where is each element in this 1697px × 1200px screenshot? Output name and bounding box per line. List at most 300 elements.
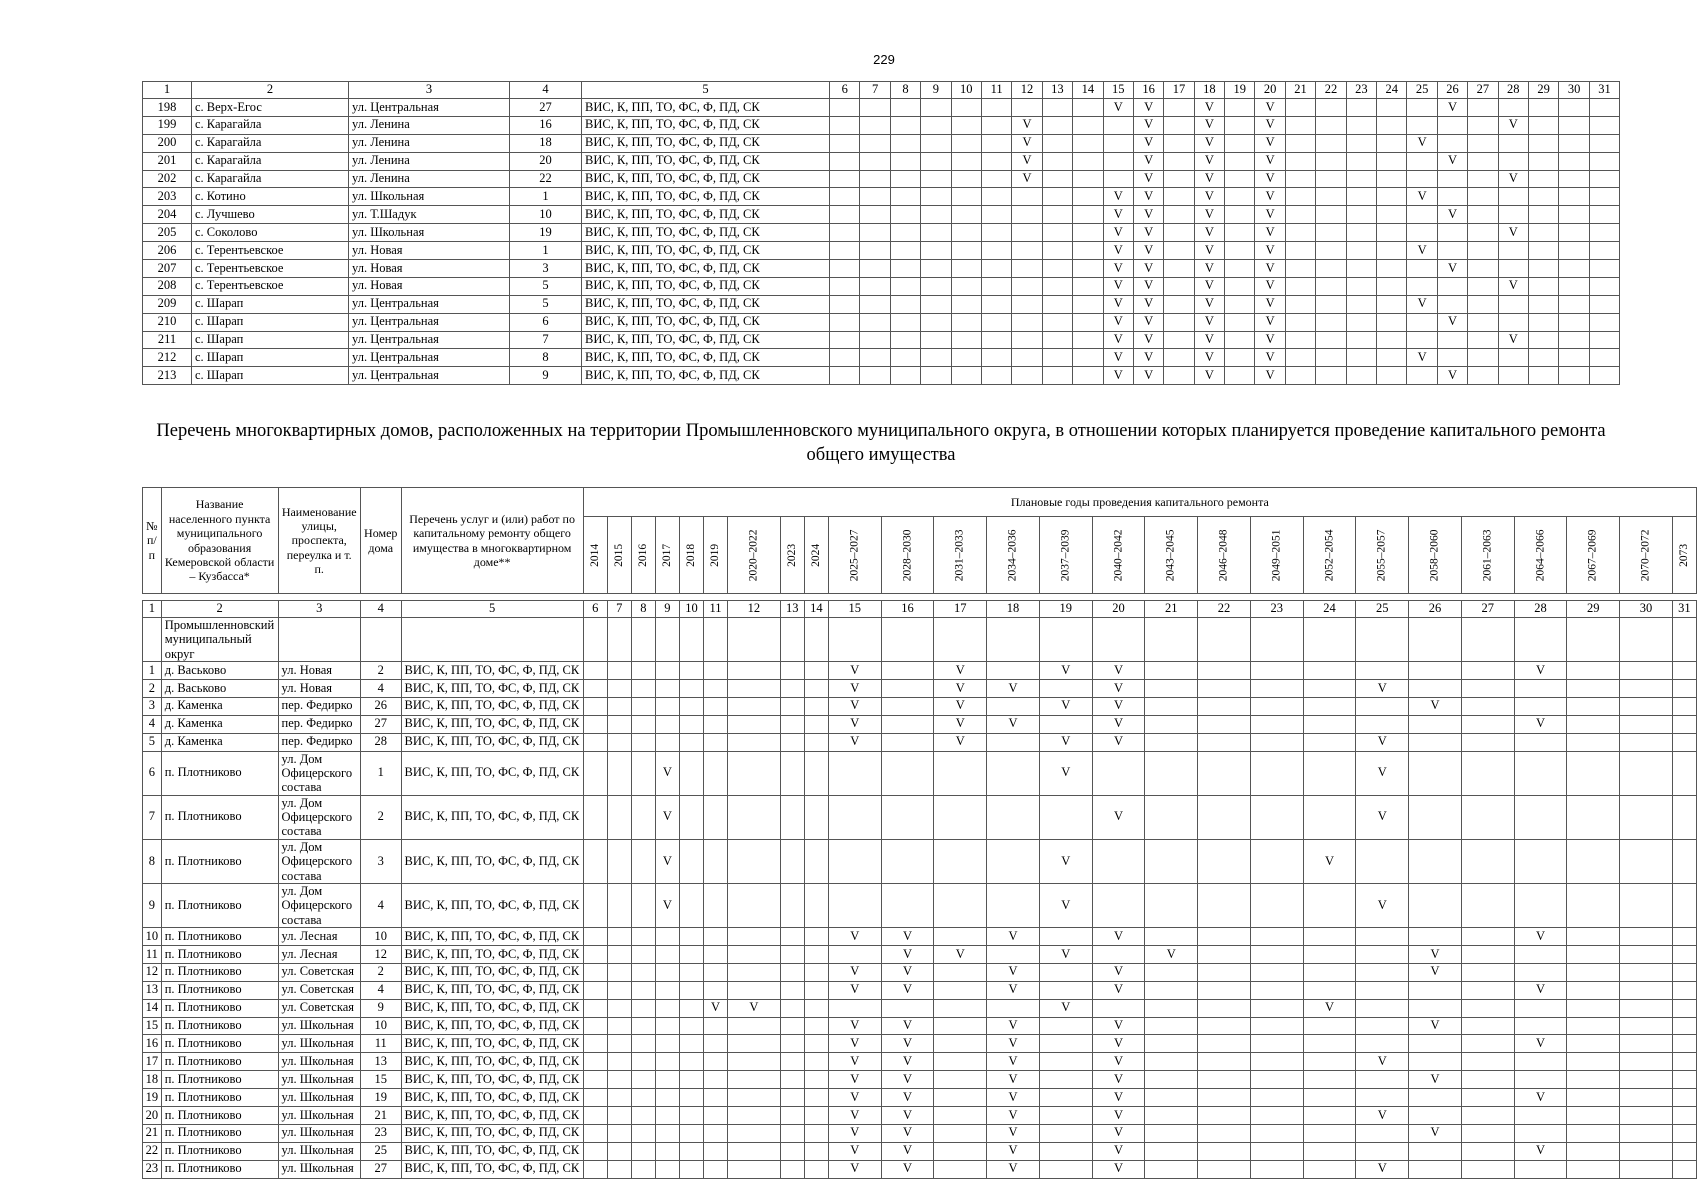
year-cell — [804, 1089, 828, 1107]
year-cell — [1514, 751, 1567, 795]
year-cell — [631, 839, 655, 883]
row-number: 1 — [143, 662, 162, 680]
column-number: 3 — [278, 601, 360, 618]
year-cell: V — [1409, 1124, 1462, 1142]
year-cell — [1528, 295, 1558, 313]
year-cell: V — [1092, 662, 1145, 680]
column-number: 14 — [1073, 82, 1103, 99]
year-cell — [881, 733, 934, 751]
year-cell — [631, 1035, 655, 1053]
year-cell — [1498, 313, 1528, 331]
year-cell — [1225, 349, 1255, 367]
empty-cell — [1039, 618, 1092, 662]
house-number: 7 — [510, 331, 582, 349]
year-cell: V — [1255, 242, 1285, 260]
street-name: ул. Центральная — [349, 99, 510, 117]
year-cell — [860, 170, 890, 188]
header-year — [1145, 517, 1198, 594]
year-cell — [1073, 206, 1103, 224]
year-cell — [1303, 1071, 1356, 1089]
year-cell — [1198, 963, 1251, 981]
street-name: ул. Ленина — [349, 134, 510, 152]
year-cell — [583, 1124, 607, 1142]
year-cell: V — [828, 1160, 881, 1178]
year-cell — [1303, 733, 1356, 751]
header-num: № п/п — [143, 488, 162, 594]
year-cell — [1164, 152, 1194, 170]
year-cell — [1567, 883, 1620, 927]
year-cell: V — [828, 733, 881, 751]
year-cell — [1409, 715, 1462, 733]
page-number: 229 — [873, 52, 895, 67]
empty-cell — [1250, 618, 1303, 662]
year-cell — [1407, 116, 1437, 134]
year-cell — [987, 733, 1040, 751]
year-cell — [1672, 945, 1696, 963]
year-cell — [679, 795, 703, 839]
column-number: 2 — [161, 601, 278, 618]
house-number: 1 — [510, 242, 582, 260]
year-cell — [728, 751, 781, 795]
header-services: Перечень услуг и (или) работ по капитальному ремонту общего имущества в многоквартирном доме** — [401, 488, 583, 594]
column-number: 24 — [1303, 601, 1356, 618]
year-cell — [1498, 152, 1528, 170]
year-cell: V — [1133, 313, 1163, 331]
year-label: 2016 — [637, 543, 650, 567]
table-row — [143, 1106, 1697, 1124]
year-cell — [1285, 206, 1315, 224]
row-number: 9 — [143, 883, 162, 927]
row-number: 202 — [143, 170, 192, 188]
settlement-name: д. Васьково — [161, 662, 278, 680]
year-cell — [1356, 662, 1409, 680]
year-cell — [1356, 963, 1409, 981]
year-cell — [1316, 206, 1346, 224]
year-cell — [1164, 367, 1194, 385]
year-cell — [1377, 260, 1407, 278]
table-row — [143, 170, 1620, 188]
year-cell — [1498, 188, 1528, 206]
year-label: 2070–2072 — [1639, 529, 1652, 582]
year-cell: V — [1194, 260, 1224, 278]
year-cell — [828, 883, 881, 927]
row-number: 14 — [143, 999, 162, 1017]
year-cell — [1346, 188, 1376, 206]
year-cell: V — [987, 715, 1040, 733]
year-cell — [1620, 1160, 1673, 1178]
year-cell — [780, 981, 804, 999]
year-cell: V — [1303, 999, 1356, 1017]
year-cell — [1620, 662, 1673, 680]
year-cell: V — [1103, 206, 1133, 224]
services-list: ВИС, К, ПП, ТО, ФС, Ф, ПД, СК — [582, 242, 830, 260]
year-cell — [655, 1160, 679, 1178]
year-cell — [703, 945, 727, 963]
year-cell: V — [1356, 1106, 1409, 1124]
year-cell — [951, 277, 981, 295]
year-cell — [1514, 1017, 1567, 1035]
year-cell: V — [1133, 224, 1163, 242]
year-cell — [1567, 928, 1620, 946]
row-number: 18 — [143, 1071, 162, 1089]
empty-cell — [1672, 618, 1696, 662]
services-list: ВИС, К, ПП, ТО, ФС, Ф, ПД, СК — [401, 945, 583, 963]
year-cell: V — [1012, 152, 1042, 170]
year-cell — [881, 839, 934, 883]
year-cell — [1559, 260, 1589, 278]
year-cell — [1225, 99, 1255, 117]
year-cell — [583, 883, 607, 927]
year-cell — [679, 733, 703, 751]
row-number: 4 — [143, 715, 162, 733]
year-cell: V — [881, 1053, 934, 1071]
year-cell — [1528, 331, 1558, 349]
year-label: 2064–2066 — [1534, 529, 1547, 582]
year-cell — [780, 680, 804, 698]
year-cell — [631, 715, 655, 733]
year-cell — [1407, 152, 1437, 170]
year-cell — [1620, 1089, 1673, 1107]
header-year — [1514, 517, 1567, 594]
year-cell — [1346, 313, 1376, 331]
year-cell — [1567, 662, 1620, 680]
column-number: 31 — [1672, 601, 1696, 618]
year-cell — [607, 680, 631, 698]
year-cell — [1377, 367, 1407, 385]
services-list: ВИС, К, ПП, ТО, ФС, Ф, ПД, СК — [401, 1071, 583, 1089]
year-cell — [921, 116, 951, 134]
year-cell — [1409, 981, 1462, 999]
table-row — [143, 981, 1697, 999]
year-cell: V — [1103, 188, 1133, 206]
services-list: ВИС, К, ПП, ТО, ФС, Ф, ПД, СК — [401, 715, 583, 733]
year-cell — [631, 963, 655, 981]
year-cell — [987, 697, 1040, 715]
year-cell — [1042, 242, 1072, 260]
year-cell: V — [881, 1106, 934, 1124]
year-cell — [1672, 1142, 1696, 1160]
year-cell — [1437, 349, 1467, 367]
empty-cell — [804, 618, 828, 662]
year-cell: V — [1194, 367, 1224, 385]
street-name: ул. Центральная — [349, 367, 510, 385]
group-label: Промышленновский муниципальный округ — [161, 618, 278, 662]
year-cell: V — [1039, 839, 1092, 883]
year-cell: V — [1103, 277, 1133, 295]
year-cell — [1498, 134, 1528, 152]
year-cell — [679, 1160, 703, 1178]
year-cell — [631, 1053, 655, 1071]
header-year — [987, 517, 1040, 594]
year-cell — [1012, 367, 1042, 385]
year-cell: V — [655, 839, 679, 883]
year-cell — [951, 116, 981, 134]
year-cell — [679, 945, 703, 963]
table-row — [143, 1053, 1697, 1071]
year-cell: V — [1409, 945, 1462, 963]
year-cell — [1409, 999, 1462, 1017]
year-cell — [631, 883, 655, 927]
year-cell — [1346, 242, 1376, 260]
year-cell — [1620, 1106, 1673, 1124]
year-cell — [631, 751, 655, 795]
year-cell: V — [703, 999, 727, 1017]
year-cell — [1559, 295, 1589, 313]
year-cell — [1377, 99, 1407, 117]
row-number: 204 — [143, 206, 192, 224]
year-cell — [1145, 1071, 1198, 1089]
year-cell — [1303, 1035, 1356, 1053]
year-cell: V — [1255, 349, 1285, 367]
settlement-name: п. Плотниково — [161, 1035, 278, 1053]
year-cell — [1198, 697, 1251, 715]
year-cell — [1437, 331, 1467, 349]
year-cell — [728, 1124, 781, 1142]
year-cell — [1250, 1053, 1303, 1071]
header-year — [703, 517, 727, 594]
row-number: 199 — [143, 116, 192, 134]
year-cell — [1514, 733, 1567, 751]
column-number: 20 — [1255, 82, 1285, 99]
year-cell — [631, 945, 655, 963]
year-cell — [1461, 715, 1514, 733]
year-cell — [679, 999, 703, 1017]
year-cell — [1103, 134, 1133, 152]
year-cell — [1461, 883, 1514, 927]
year-cell — [1407, 260, 1437, 278]
empty-cell — [1409, 618, 1462, 662]
year-cell — [1303, 1089, 1356, 1107]
year-cell — [828, 999, 881, 1017]
column-number: 30 — [1559, 82, 1589, 99]
year-cell — [655, 1017, 679, 1035]
year-cell — [1198, 751, 1251, 795]
services-list: ВИС, К, ПП, ТО, ФС, Ф, ПД, СК — [582, 99, 830, 117]
year-label: 2067–2069 — [1586, 529, 1599, 582]
year-cell — [1377, 206, 1407, 224]
header-year — [1303, 517, 1356, 594]
year-cell — [830, 206, 860, 224]
settlement-name: с. Шарап — [192, 367, 349, 385]
year-cell: V — [1255, 152, 1285, 170]
year-cell — [1285, 188, 1315, 206]
year-cell — [1250, 697, 1303, 715]
year-cell — [934, 751, 987, 795]
year-cell: V — [1133, 99, 1163, 117]
year-cell — [1461, 981, 1514, 999]
settlement-name: д. Каменка — [161, 733, 278, 751]
year-cell — [921, 331, 951, 349]
year-cell: V — [1092, 1017, 1145, 1035]
year-cell — [1409, 1053, 1462, 1071]
services-list: ВИС, К, ПП, ТО, ФС, Ф, ПД, СК — [401, 1142, 583, 1160]
year-cell: V — [1498, 224, 1528, 242]
year-cell: V — [1514, 928, 1567, 946]
settlement-name: п. Плотниково — [161, 1071, 278, 1089]
year-cell — [1498, 99, 1528, 117]
services-list: ВИС, К, ПП, ТО, ФС, Ф, ПД, СК — [582, 295, 830, 313]
house-number: 19 — [510, 224, 582, 242]
row-number: 7 — [143, 795, 162, 839]
year-cell — [1198, 883, 1251, 927]
year-cell — [860, 134, 890, 152]
year-cell — [1250, 945, 1303, 963]
table-row — [143, 313, 1620, 331]
year-cell — [1356, 1124, 1409, 1142]
year-cell: V — [1133, 116, 1163, 134]
street-name: ул. Школьная — [349, 188, 510, 206]
year-cell — [951, 206, 981, 224]
year-cell — [1250, 1124, 1303, 1142]
year-cell — [890, 134, 920, 152]
year-cell — [1409, 1035, 1462, 1053]
year-cell — [631, 662, 655, 680]
year-cell — [1225, 295, 1255, 313]
year-cell — [1012, 242, 1042, 260]
table-row — [143, 1035, 1697, 1053]
year-cell — [1514, 795, 1567, 839]
column-number: 8 — [631, 601, 655, 618]
year-cell — [679, 662, 703, 680]
table-row — [143, 999, 1697, 1017]
year-cell — [804, 981, 828, 999]
year-cell — [1528, 224, 1558, 242]
row-number: 8 — [143, 839, 162, 883]
year-cell — [583, 928, 607, 946]
year-cell — [1012, 295, 1042, 313]
year-cell — [1225, 331, 1255, 349]
year-cell: V — [987, 1142, 1040, 1160]
year-cell — [1303, 662, 1356, 680]
year-cell — [1528, 134, 1558, 152]
settlement-name: с. Терентьевское — [192, 277, 349, 295]
services-list: ВИС, К, ПП, ТО, ФС, Ф, ПД, СК — [401, 751, 583, 795]
year-cell — [1092, 945, 1145, 963]
year-cell — [1514, 697, 1567, 715]
settlement-name: п. Плотниково — [161, 963, 278, 981]
year-cell — [1437, 242, 1467, 260]
year-cell — [1377, 170, 1407, 188]
year-cell — [1567, 680, 1620, 698]
column-number: 21 — [1145, 601, 1198, 618]
year-cell — [1164, 331, 1194, 349]
column-number: 30 — [1620, 601, 1673, 618]
year-cell — [1039, 715, 1092, 733]
column-number: 10 — [951, 82, 981, 99]
year-cell — [1198, 1053, 1251, 1071]
year-cell — [830, 313, 860, 331]
year-cell — [1073, 260, 1103, 278]
year-cell: V — [828, 1106, 881, 1124]
year-cell — [1198, 999, 1251, 1017]
row-number: 10 — [143, 928, 162, 946]
year-cell: V — [881, 1142, 934, 1160]
year-cell — [1620, 945, 1673, 963]
year-label: 2015 — [612, 543, 625, 567]
year-cell — [1461, 928, 1514, 946]
year-cell — [890, 367, 920, 385]
row-number: 209 — [143, 295, 192, 313]
services-list: ВИС, К, ПП, ТО, ФС, Ф, ПД, СК — [401, 1160, 583, 1178]
year-cell — [1409, 839, 1462, 883]
year-cell — [1559, 331, 1589, 349]
year-cell: V — [1092, 680, 1145, 698]
column-number: 24 — [1377, 82, 1407, 99]
year-cell: V — [934, 697, 987, 715]
year-cell — [1356, 999, 1409, 1017]
year-cell — [1356, 697, 1409, 715]
year-cell — [1145, 1106, 1198, 1124]
year-cell — [934, 839, 987, 883]
table-row — [143, 188, 1620, 206]
year-cell — [583, 999, 607, 1017]
house-number: 4 — [360, 981, 401, 999]
year-cell — [1164, 242, 1194, 260]
year-cell — [951, 242, 981, 260]
year-cell — [1198, 839, 1251, 883]
year-cell — [607, 928, 631, 946]
empty-cell — [1514, 618, 1567, 662]
year-cell — [1559, 99, 1589, 117]
street-name: ул. Новая — [278, 662, 360, 680]
year-cell — [1672, 795, 1696, 839]
year-cell — [1514, 1106, 1567, 1124]
year-cell — [1589, 206, 1619, 224]
year-cell — [1461, 1089, 1514, 1107]
header-year — [1356, 517, 1409, 594]
year-cell — [607, 662, 631, 680]
year-cell — [860, 349, 890, 367]
year-cell — [921, 224, 951, 242]
year-cell — [1285, 152, 1315, 170]
year-cell — [1498, 242, 1528, 260]
empty-cell — [679, 618, 703, 662]
house-number: 2 — [360, 963, 401, 981]
year-cell — [655, 963, 679, 981]
column-number: 26 — [1437, 82, 1467, 99]
year-cell — [607, 1089, 631, 1107]
table-row — [143, 260, 1620, 278]
year-cell — [1567, 1017, 1620, 1035]
year-cell — [1567, 839, 1620, 883]
year-cell: V — [1194, 224, 1224, 242]
house-number: 27 — [360, 715, 401, 733]
year-cell — [1356, 981, 1409, 999]
year-cell — [728, 1071, 781, 1089]
year-cell — [1589, 260, 1619, 278]
year-cell: V — [987, 1017, 1040, 1035]
year-cell — [1303, 963, 1356, 981]
year-cell — [934, 1106, 987, 1124]
year-cell — [1672, 839, 1696, 883]
year-cell: V — [1255, 99, 1285, 117]
settlement-name: п. Плотниково — [161, 883, 278, 927]
column-number: 13 — [780, 601, 804, 618]
year-cell — [1567, 1160, 1620, 1178]
street-name: ул. Школьная — [278, 1142, 360, 1160]
year-cell — [934, 981, 987, 999]
year-cell — [679, 1106, 703, 1124]
year-cell — [703, 981, 727, 999]
table-row — [143, 331, 1620, 349]
year-cell — [655, 662, 679, 680]
year-cell — [631, 1142, 655, 1160]
year-cell — [804, 928, 828, 946]
header-house: Номер дома — [360, 488, 401, 594]
year-cell — [1012, 99, 1042, 117]
year-cell — [1012, 224, 1042, 242]
row-number: 19 — [143, 1089, 162, 1107]
